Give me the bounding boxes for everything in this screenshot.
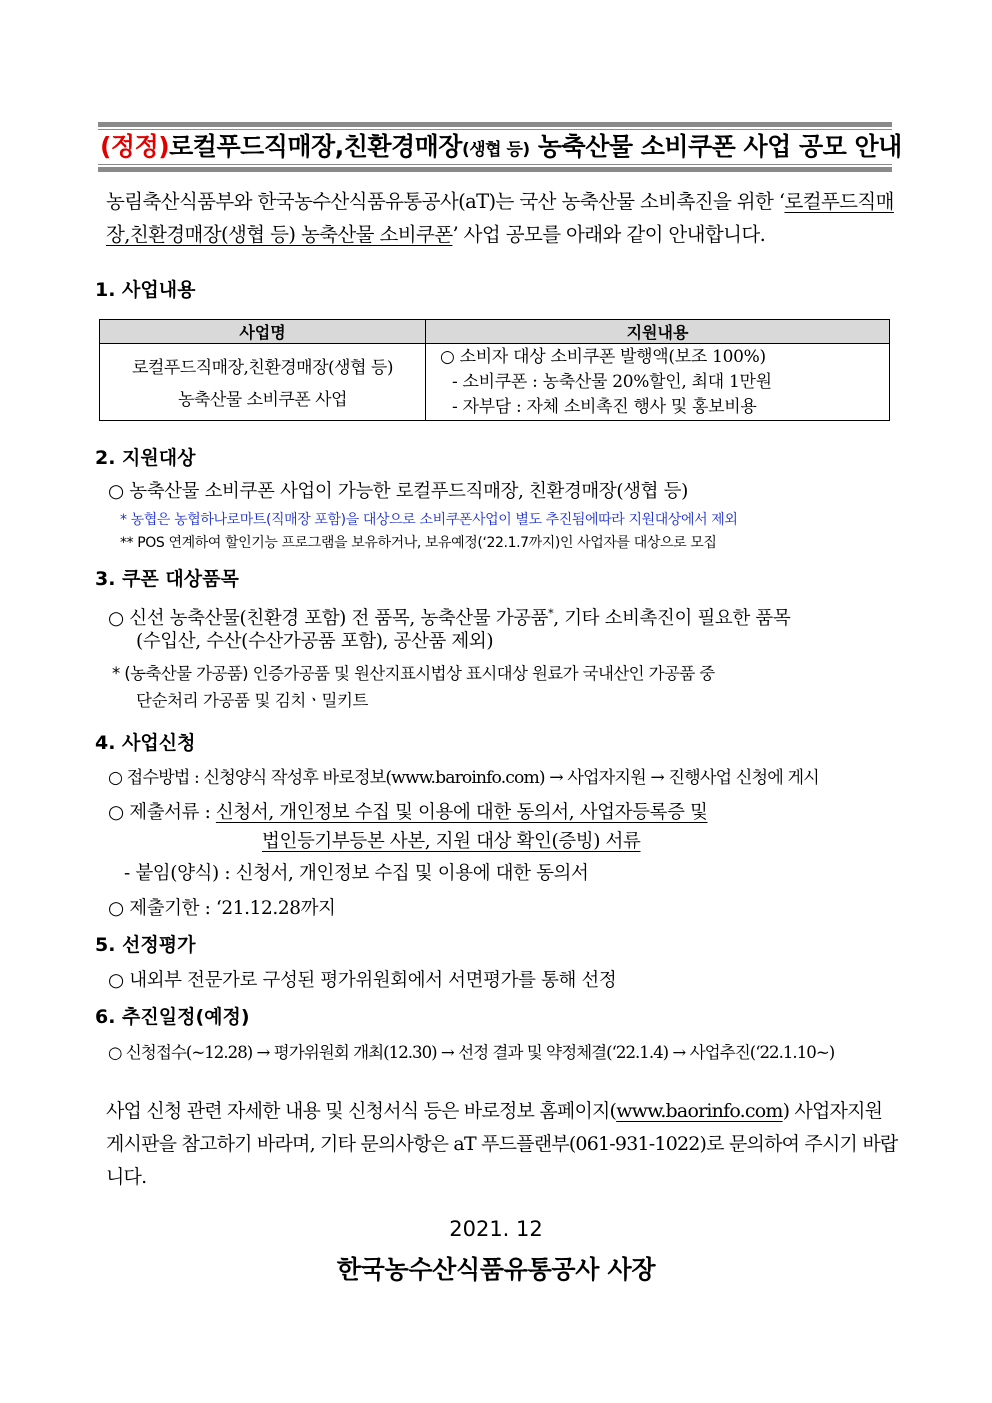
section4-docs <box>108 800 708 826</box>
section2-note1: * 농협은 농협하나로마트(직매장 포함)을 대상으로 소비쿠폰사업이 별도 추진됨에따라 지원대상에서 제외 <box>120 512 738 528</box>
table-header-support: 지원내용 <box>426 320 890 344</box>
section3-item <box>108 601 790 632</box>
section3-item-line2: (수입산, 수산(수산가공품 포함), 공산품 제외) <box>136 631 494 652</box>
signature: 한국농수산식품유통공사 사장 <box>336 1255 656 1284</box>
baroinfo-link[interactable]: www.baorinfo.com <box>616 1100 783 1122</box>
table-row <box>100 344 890 421</box>
project-name-cell <box>100 344 426 421</box>
support-line3: - 자부담 : 자체 소비촉진 행사 및 홍보비용 <box>452 397 757 417</box>
section2-item: ○ 농축산물 소비쿠폰 사업이 가능한 로컬푸드직매장, 친환경매장(생협 등) <box>108 481 688 502</box>
section2-heading: 2. 지원대상 <box>95 447 196 469</box>
section3-item-star: * <box>548 607 554 620</box>
section3-item-a: ○ 신선 농축산물(친환경 포함) 전 품목, 농축산물 가공품 <box>108 608 549 630</box>
section3-note-line1: * (농축산물 가공품) 인증가공품 및 원산지표시법상 표시대상 원료가 국내산인 가공품 중 <box>112 664 715 683</box>
section1-heading: 1. 사업내용 <box>95 279 196 301</box>
title-main: 로컬푸드직매장,친환경매장 <box>169 132 462 161</box>
closing-paragraph <box>106 1095 898 1194</box>
section2-note2: ** POS 연계하여 할인기능 프로그램을 보유하거나, 보유예정(‘22.1.7까지)인 사업자를 대상으로 모집 <box>120 535 717 551</box>
project-name-line2: 농축산물 소비쿠폰 사업 <box>177 390 348 410</box>
intro-underlined: 로컬푸드직매장,친환경매장(생협 등) 농축산물 소비쿠폰 <box>106 190 894 246</box>
title-rest: 농축산물 소비쿠폰 사업 공모 안내 <box>529 132 902 161</box>
support-content-cell <box>426 344 890 421</box>
section4-docs-line1: 신청서, 개인정보 수집 및 이용에 대한 동의서, 사업자등록증 및 <box>215 802 708 823</box>
document-date: 2021. 12 <box>449 1217 543 1241</box>
document-title <box>100 128 902 166</box>
support-line1: ○ 소비자 대상 소비쿠폰 발행액(보조 100%) <box>440 347 766 367</box>
table-header-name: 사업명 <box>100 320 426 344</box>
section4-docs-label: ○ 제출서류 : <box>108 802 216 823</box>
section4-attach: - 붙임(양식) : 신청서, 개인정보 수집 및 이용에 대한 동의서 <box>124 863 589 884</box>
project-name-line1: 로컬푸드직매장,친환경매장(생협 등) <box>132 358 393 378</box>
closing-text-1: 사업 신청 관련 자세한 내용 및 신청서식 등은 바로정보 홈페이지( <box>106 1100 617 1122</box>
title-paren: (생협 등) <box>461 140 530 160</box>
intro-paragraph <box>106 185 898 251</box>
section3-heading: 3. 쿠폰 대상품목 <box>95 568 239 590</box>
closing-text-2: ) 사업자지원 게시판을 참고하기 바라며, 기타 문의사항은 aT 푸드플랜부(061-931-1022)로 문의하여 주시기 바랍니다. <box>106 1100 898 1188</box>
section3-note-line2: 단순처리 가공품 및 김치ㆍ밀키트 <box>136 691 369 710</box>
section5-item: ○ 내외부 전문가로 구성된 평가위원회에서 서면평가를 통해 선정 <box>108 970 617 991</box>
support-line2: - 소비쿠폰 : 농축산물 20%할인, 최대 1만원 <box>452 372 772 392</box>
section4-deadline: ○ 제출기한 : ‘21.12.28까지 <box>108 898 336 919</box>
title-correction-tag: (정정) <box>100 132 170 161</box>
section4-docs-line2: 법인등기부등본 사본, 지원 대상 확인(증빙) 서류 <box>262 831 641 852</box>
section6-heading: 6. 추진일정(예정) <box>95 1006 250 1028</box>
section6-item: ○ 신청접수(~12.28) → 평가위원회 개최(12.30) → 선정 결과 및 약정체결(‘22.1.4) → 사업추진(‘22.1.10~) <box>108 1043 835 1062</box>
section4-heading: 4. 사업신청 <box>95 732 196 754</box>
project-table <box>99 319 890 421</box>
section5-heading: 5. 선정평가 <box>95 934 196 956</box>
section3-item-b: , 기타 소비촉진이 필요한 품목 <box>553 608 791 630</box>
intro-text-1: 농림축산식품부와 한국농수산식품유통공사(aT)는 국산 농축산물 소비촉진을 위한 ‘ <box>106 190 785 213</box>
table-header-row <box>100 320 890 344</box>
section4-method: ○ 접수방법 : 신청양식 작성후 바로정보(www.baroinfo.com) → 사업자지원 → 진행사업 신청에 게시 <box>108 768 819 788</box>
intro-text-2: ’ 사업 공모를 아래와 같이 안내합니다. <box>452 223 766 246</box>
